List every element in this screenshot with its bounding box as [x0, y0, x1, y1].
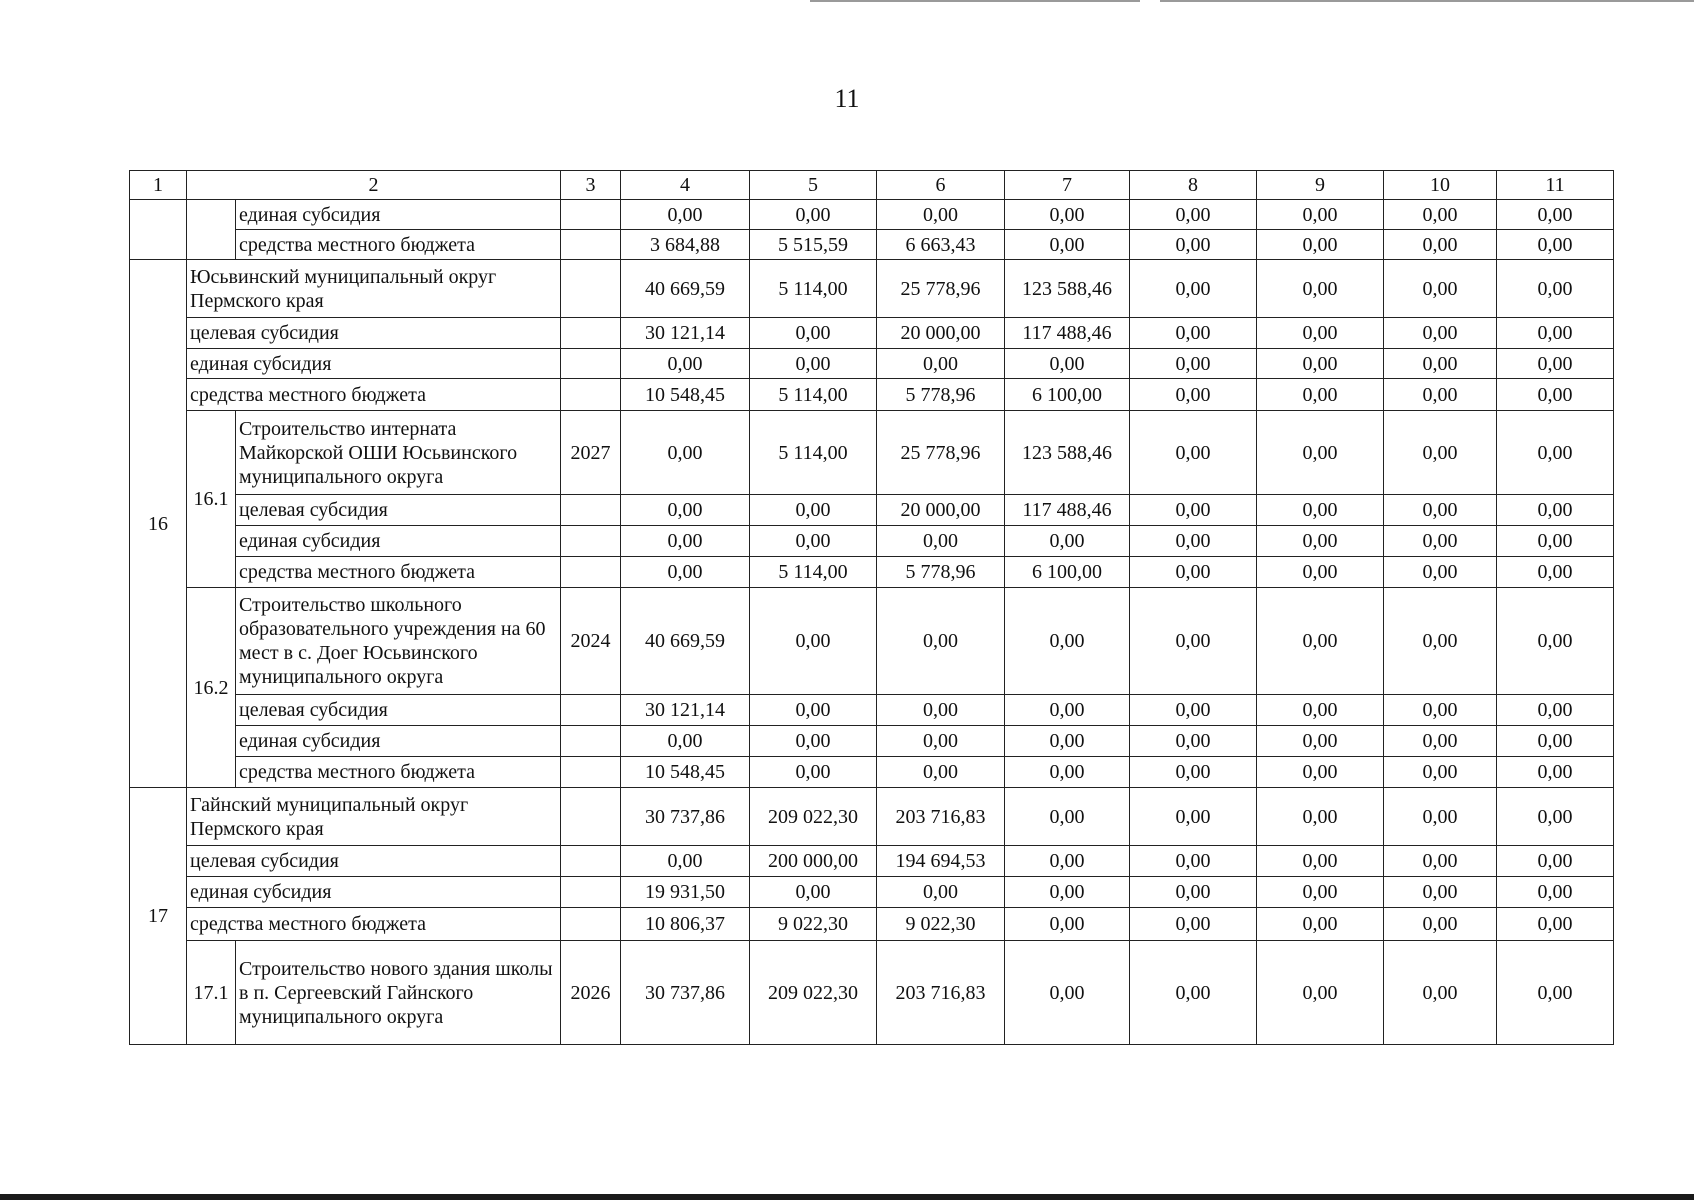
row-label: целевая субсидия [236, 695, 561, 726]
value-cell: 10 548,45 [621, 757, 750, 788]
value-cell: 0,00 [1005, 788, 1130, 846]
year-cell [561, 877, 621, 908]
header-col-10: 10 [1384, 171, 1497, 200]
value-cell: 0,00 [621, 726, 750, 757]
value-cell: 0,00 [750, 588, 877, 695]
value-cell: 0,00 [1497, 695, 1614, 726]
value-cell: 0,00 [1384, 846, 1497, 877]
value-cell: 0,00 [1130, 200, 1257, 230]
value-cell: 20 000,00 [877, 318, 1005, 349]
value-cell: 0,00 [1497, 757, 1614, 788]
subsection-number: 17.1 [187, 941, 236, 1045]
value-cell: 0,00 [750, 495, 877, 526]
value-cell: 0,00 [621, 526, 750, 557]
value-cell: 0,00 [750, 200, 877, 230]
value-cell: 6 100,00 [1005, 379, 1130, 411]
value-cell: 0,00 [1257, 877, 1384, 908]
row-label: единая субсидия [236, 526, 561, 557]
table-row [130, 526, 1614, 557]
value-cell: 0,00 [1384, 379, 1497, 411]
year-cell: 2027 [561, 411, 621, 495]
header-col-2: 2 [187, 171, 561, 200]
value-cell: 0,00 [621, 349, 750, 379]
value-cell: 0,00 [621, 846, 750, 877]
value-cell: 0,00 [1497, 260, 1614, 318]
value-cell: 9 022,30 [750, 908, 877, 941]
row-label: средства местного бюджета [187, 908, 561, 941]
value-cell: 0,00 [1257, 411, 1384, 495]
header-col-3: 3 [561, 171, 621, 200]
value-cell: 5 778,96 [877, 379, 1005, 411]
table-row [130, 200, 1614, 230]
value-cell: 0,00 [1130, 695, 1257, 726]
year-cell [561, 908, 621, 941]
table-row [130, 349, 1614, 379]
value-cell: 0,00 [1497, 318, 1614, 349]
value-cell: 0,00 [1130, 726, 1257, 757]
value-cell: 0,00 [1257, 726, 1384, 757]
table-row [130, 171, 1614, 200]
value-cell: 0,00 [1257, 318, 1384, 349]
value-cell: 0,00 [1497, 726, 1614, 757]
row-label: Строительство интерната Майкорской ОШИ Юсьвинского муниципального округа [236, 411, 561, 495]
scan-top-rule-right [1160, 0, 1694, 2]
year-cell: 2024 [561, 588, 621, 695]
value-cell: 0,00 [1384, 726, 1497, 757]
row-label: целевая субсидия [187, 846, 561, 877]
prev-number-cell [130, 200, 187, 260]
value-cell: 117 488,46 [1005, 318, 1130, 349]
table-row [130, 495, 1614, 526]
value-cell: 0,00 [1005, 588, 1130, 695]
value-cell: 123 588,46 [1005, 260, 1130, 318]
value-cell: 0,00 [1497, 379, 1614, 411]
value-cell: 10 806,37 [621, 908, 750, 941]
value-cell: 0,00 [1257, 846, 1384, 877]
value-cell: 0,00 [1384, 941, 1497, 1045]
value-cell: 0,00 [621, 495, 750, 526]
value-cell: 0,00 [1497, 941, 1614, 1045]
value-cell: 0,00 [1005, 846, 1130, 877]
value-cell: 0,00 [1384, 788, 1497, 846]
value-cell: 0,00 [1005, 908, 1130, 941]
table-row [130, 908, 1614, 941]
year-cell [561, 726, 621, 757]
header-col-6: 6 [877, 171, 1005, 200]
value-cell: 200 000,00 [750, 846, 877, 877]
value-cell: 30 121,14 [621, 695, 750, 726]
year-cell [561, 788, 621, 846]
value-cell: 0,00 [1005, 757, 1130, 788]
value-cell: 0,00 [1130, 757, 1257, 788]
value-cell: 0,00 [1384, 757, 1497, 788]
year-cell [561, 379, 621, 411]
table-row [130, 230, 1614, 260]
year-cell [561, 200, 621, 230]
value-cell: 0,00 [1384, 557, 1497, 588]
header-col-11: 11 [1497, 171, 1614, 200]
value-cell: 0,00 [1005, 877, 1130, 908]
value-cell: 0,00 [1005, 941, 1130, 1045]
value-cell: 5 114,00 [750, 379, 877, 411]
year-cell: 2026 [561, 941, 621, 1045]
value-cell: 117 488,46 [1005, 495, 1130, 526]
table-row [130, 379, 1614, 411]
value-cell: 0,00 [1257, 230, 1384, 260]
header-col-7: 7 [1005, 171, 1130, 200]
value-cell: 30 121,14 [621, 318, 750, 349]
value-cell: 0,00 [1130, 877, 1257, 908]
value-cell: 0,00 [1257, 495, 1384, 526]
table-row [130, 788, 1614, 846]
table-row [130, 941, 1614, 1045]
value-cell: 0,00 [1130, 318, 1257, 349]
value-cell: 0,00 [1130, 260, 1257, 318]
value-cell: 0,00 [877, 588, 1005, 695]
row-label: Гайнский муниципальный округ Пермского края [187, 788, 561, 846]
prev-sub-number-cell [187, 200, 236, 260]
value-cell: 0,00 [750, 526, 877, 557]
value-cell: 203 716,83 [877, 788, 1005, 846]
header-col-5: 5 [750, 171, 877, 200]
value-cell: 19 931,50 [621, 877, 750, 908]
value-cell: 0,00 [1497, 557, 1614, 588]
value-cell: 0,00 [877, 200, 1005, 230]
value-cell: 0,00 [1497, 588, 1614, 695]
value-cell: 0,00 [1130, 941, 1257, 1045]
value-cell: 6 100,00 [1005, 557, 1130, 588]
value-cell: 0,00 [1130, 411, 1257, 495]
value-cell: 0,00 [1257, 557, 1384, 588]
table-row [130, 877, 1614, 908]
value-cell: 0,00 [1384, 526, 1497, 557]
value-cell: 0,00 [1257, 349, 1384, 379]
value-cell: 0,00 [1384, 695, 1497, 726]
value-cell: 0,00 [1497, 411, 1614, 495]
row-label: единая субсидия [187, 877, 561, 908]
table-row [130, 411, 1614, 495]
value-cell: 9 022,30 [877, 908, 1005, 941]
year-cell [561, 846, 621, 877]
scan-bottom-band [0, 1194, 1694, 1200]
year-cell [561, 495, 621, 526]
value-cell: 40 669,59 [621, 588, 750, 695]
value-cell: 25 778,96 [877, 411, 1005, 495]
value-cell: 0,00 [1384, 495, 1497, 526]
value-cell: 0,00 [1497, 230, 1614, 260]
header-col-1: 1 [130, 171, 187, 200]
value-cell: 0,00 [1257, 788, 1384, 846]
value-cell: 0,00 [621, 200, 750, 230]
value-cell: 0,00 [1384, 200, 1497, 230]
value-cell: 0,00 [1384, 349, 1497, 379]
year-cell [561, 230, 621, 260]
value-cell: 209 022,30 [750, 788, 877, 846]
row-label: Юсьвинский муниципальный округ Пермского края [187, 260, 561, 318]
value-cell: 0,00 [877, 695, 1005, 726]
value-cell: 0,00 [1257, 379, 1384, 411]
value-cell: 0,00 [1257, 526, 1384, 557]
row-label: единая субсидия [236, 200, 561, 230]
header-col-9: 9 [1257, 171, 1384, 200]
table-row [130, 757, 1614, 788]
year-cell [561, 757, 621, 788]
row-label: Строительство школьного образовательного учреждения на 60 мест в с. Доег Юсьвинского муниципального округа [236, 588, 561, 695]
value-cell: 0,00 [1257, 695, 1384, 726]
value-cell: 0,00 [1384, 260, 1497, 318]
table-row [130, 557, 1614, 588]
subsection-number: 16.2 [187, 588, 236, 788]
value-cell: 5 114,00 [750, 260, 877, 318]
value-cell: 0,00 [1130, 588, 1257, 695]
value-cell: 0,00 [750, 318, 877, 349]
header-col-8: 8 [1130, 171, 1257, 200]
value-cell: 0,00 [621, 411, 750, 495]
row-label: Строительство нового здания школы в п. Сергеевский Гайнского муниципального округа [236, 941, 561, 1045]
value-cell: 0,00 [1130, 379, 1257, 411]
value-cell: 0,00 [877, 757, 1005, 788]
row-label: единая субсидия [236, 726, 561, 757]
value-cell: 0,00 [1005, 349, 1130, 379]
value-cell: 0,00 [877, 526, 1005, 557]
row-label: единая субсидия [187, 349, 561, 379]
table-row [130, 260, 1614, 318]
page-number: 11 [834, 84, 860, 113]
value-cell: 194 694,53 [877, 846, 1005, 877]
section-number: 16 [130, 260, 187, 788]
row-label: средства местного бюджета [236, 230, 561, 260]
section-number: 17 [130, 788, 187, 1045]
value-cell: 6 663,43 [877, 230, 1005, 260]
value-cell: 0,00 [1257, 908, 1384, 941]
table-row [130, 588, 1614, 695]
value-cell: 0,00 [1130, 349, 1257, 379]
value-cell: 0,00 [1130, 788, 1257, 846]
value-cell: 0,00 [877, 349, 1005, 379]
value-cell: 0,00 [1257, 260, 1384, 318]
value-cell: 40 669,59 [621, 260, 750, 318]
value-cell: 0,00 [877, 726, 1005, 757]
value-cell: 0,00 [1497, 526, 1614, 557]
value-cell: 5 515,59 [750, 230, 877, 260]
value-cell: 0,00 [1497, 788, 1614, 846]
value-cell: 0,00 [1384, 877, 1497, 908]
value-cell: 0,00 [750, 726, 877, 757]
budget-table [129, 170, 1614, 1045]
subsection-number: 16.1 [187, 411, 236, 588]
table-row [130, 846, 1614, 877]
value-cell: 203 716,83 [877, 941, 1005, 1045]
table-row [130, 726, 1614, 757]
value-cell: 0,00 [1005, 230, 1130, 260]
value-cell: 0,00 [877, 877, 1005, 908]
year-cell [561, 695, 621, 726]
value-cell: 0,00 [1497, 877, 1614, 908]
value-cell: 0,00 [1005, 695, 1130, 726]
year-cell [561, 260, 621, 318]
value-cell: 0,00 [1130, 495, 1257, 526]
value-cell: 0,00 [1257, 941, 1384, 1045]
value-cell: 0,00 [1257, 757, 1384, 788]
year-cell [561, 557, 621, 588]
value-cell: 0,00 [1130, 557, 1257, 588]
value-cell: 0,00 [750, 757, 877, 788]
value-cell: 0,00 [750, 877, 877, 908]
row-label: целевая субсидия [187, 318, 561, 349]
value-cell: 0,00 [1497, 349, 1614, 379]
row-label: целевая субсидия [236, 495, 561, 526]
value-cell: 25 778,96 [877, 260, 1005, 318]
table-row [130, 695, 1614, 726]
value-cell: 0,00 [621, 557, 750, 588]
value-cell: 0,00 [1497, 200, 1614, 230]
value-cell: 30 737,86 [621, 941, 750, 1045]
year-cell [561, 349, 621, 379]
value-cell: 0,00 [750, 695, 877, 726]
value-cell: 20 000,00 [877, 495, 1005, 526]
value-cell: 0,00 [1005, 526, 1130, 557]
value-cell: 30 737,86 [621, 788, 750, 846]
value-cell: 0,00 [1384, 411, 1497, 495]
row-label: средства местного бюджета [187, 379, 561, 411]
value-cell: 0,00 [750, 349, 877, 379]
value-cell: 0,00 [1384, 318, 1497, 349]
year-cell [561, 318, 621, 349]
year-cell [561, 526, 621, 557]
value-cell: 0,00 [1130, 526, 1257, 557]
value-cell: 0,00 [1384, 588, 1497, 695]
value-cell: 0,00 [1497, 846, 1614, 877]
value-cell: 0,00 [1130, 230, 1257, 260]
table-row [130, 318, 1614, 349]
value-cell: 0,00 [1384, 908, 1497, 941]
value-cell: 0,00 [1130, 846, 1257, 877]
value-cell: 10 548,45 [621, 379, 750, 411]
value-cell: 5 114,00 [750, 411, 877, 495]
row-label: средства местного бюджета [236, 757, 561, 788]
value-cell: 0,00 [1257, 588, 1384, 695]
value-cell: 5 778,96 [877, 557, 1005, 588]
header-col-4: 4 [621, 171, 750, 200]
scan-top-rule [810, 0, 1140, 2]
value-cell: 0,00 [1497, 495, 1614, 526]
value-cell: 209 022,30 [750, 941, 877, 1045]
table-body [130, 171, 1614, 1045]
value-cell: 0,00 [1497, 908, 1614, 941]
value-cell: 0,00 [1384, 230, 1497, 260]
value-cell: 0,00 [1005, 200, 1130, 230]
value-cell: 0,00 [1257, 200, 1384, 230]
value-cell: 123 588,46 [1005, 411, 1130, 495]
value-cell: 0,00 [1005, 726, 1130, 757]
row-label: средства местного бюджета [236, 557, 561, 588]
value-cell: 5 114,00 [750, 557, 877, 588]
value-cell: 3 684,88 [621, 230, 750, 260]
value-cell: 0,00 [1130, 908, 1257, 941]
